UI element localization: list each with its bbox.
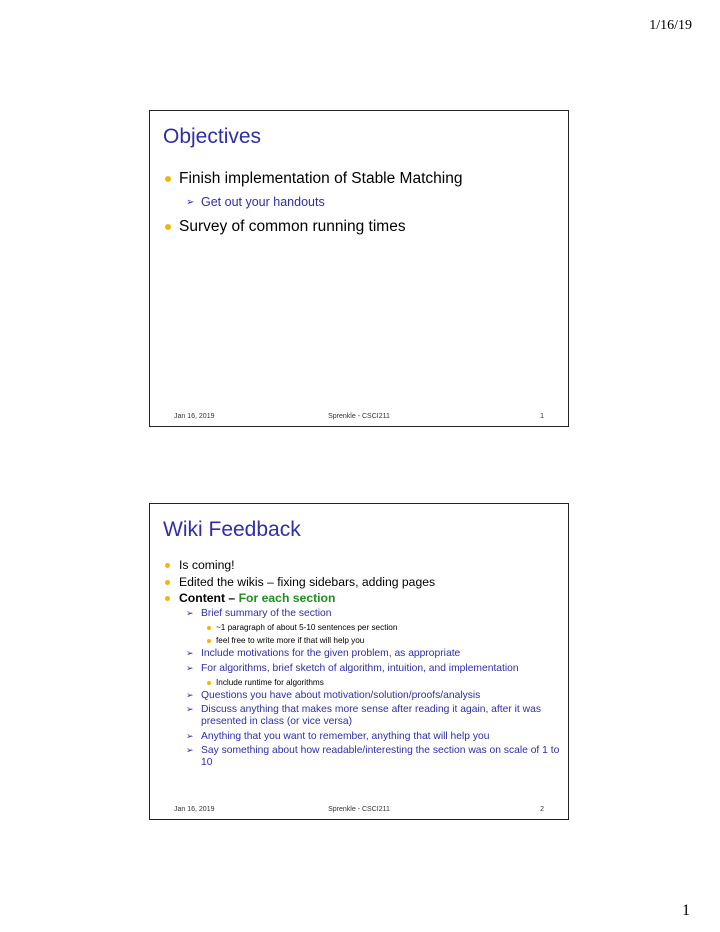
bullet-dot-icon	[207, 639, 211, 643]
bullet-text-bold: Content –	[179, 591, 239, 605]
bullet-text: Is coming!	[179, 558, 235, 572]
bullet-list	[163, 557, 563, 770]
sub-bullet-text: Say something about how readable/interesting the section was on scale of 1 to 10	[201, 744, 560, 769]
bullet-text: Finish implementation of Stable Matching	[179, 170, 463, 187]
sub-sub-bullet-text: Include runtime for algorithms	[216, 677, 324, 687]
page-date: 1/16/19	[649, 18, 692, 33]
bullet-dot-icon	[165, 580, 170, 585]
sub-bullet-item	[163, 690, 563, 703]
slide-title: Objectives	[163, 125, 262, 148]
sub-bullet-item	[163, 648, 563, 661]
sub-sub-bullet-item	[163, 622, 563, 634]
bullet-text: Survey of common running times	[179, 218, 406, 235]
bullet-item	[163, 557, 563, 574]
footer-slide-number: 1	[540, 413, 544, 420]
bullet-dot-icon	[165, 596, 170, 601]
sub-bullet-text: For algorithms, brief sketch of algorithm, intuition, and implementation	[201, 662, 519, 674]
page-number: 1	[682, 902, 690, 919]
sub-sub-bullet-text: feel free to write more if that will help you	[216, 636, 365, 646]
sub-bullet-item	[163, 608, 563, 621]
bullet-item	[163, 590, 563, 607]
bullet-item	[163, 169, 553, 188]
sub-sub-bullet-item	[163, 635, 563, 647]
bullet-dot-icon	[207, 626, 211, 630]
sub-bullet-text: Get out your handouts	[201, 195, 325, 209]
arrow-bullet-icon: ➢	[186, 745, 194, 756]
sub-bullet-text: Discuss anything that makes more sense after reading it again, after it was presented in class (or vice versa)	[201, 703, 541, 728]
footer-author: Sprenkle - CSCI211	[328, 806, 390, 813]
slide-title: Wiki Feedback	[163, 518, 301, 541]
bullet-item	[163, 574, 563, 591]
bullet-dot-icon	[165, 563, 170, 568]
sub-bullet-text: Include motivations for the given problem, as appropriate	[201, 648, 461, 660]
arrow-bullet-icon: ➢	[186, 731, 194, 742]
bullet-dot-icon	[165, 224, 171, 230]
footer-date: Jan 16, 2019	[174, 413, 215, 420]
sub-bullet-item	[163, 745, 563, 770]
sub-sub-bullet-item	[163, 677, 563, 689]
slide-wiki-feedback	[149, 503, 569, 820]
sub-bullet-item	[163, 663, 563, 676]
footer-slide-number: 2	[540, 806, 544, 813]
bullet-text: Edited the wikis – fixing sidebars, adding pages	[179, 574, 436, 589]
arrow-bullet-icon: ➢	[186, 649, 194, 660]
bullet-item	[163, 217, 553, 236]
sub-bullet-text: Anything that you want to remember, anything that will help you	[201, 730, 490, 742]
bullet-list	[163, 169, 553, 236]
arrow-bullet-icon: ➢	[186, 690, 194, 701]
sub-bullet-text: Brief summary of the section	[201, 608, 332, 620]
sub-sub-bullet-text: ~1 paragraph of about 5-10 sentences per section	[216, 623, 398, 633]
sub-bullet-item	[163, 731, 563, 744]
footer-date: Jan 16, 2019	[174, 806, 215, 813]
footer-author: Sprenkle - CSCI211	[328, 413, 390, 420]
arrow-bullet-icon: ➢	[186, 663, 194, 674]
sub-bullet-item	[163, 704, 563, 729]
arrow-bullet-icon: ➢	[186, 609, 194, 620]
sub-bullet-item	[163, 194, 553, 211]
arrow-bullet-icon: ➢	[186, 704, 194, 715]
sub-bullet-text: Questions you have about motivation/solution/proofs/analysis	[201, 689, 481, 701]
arrow-bullet-icon: ➢	[186, 197, 195, 208]
bullet-dot-icon	[165, 176, 171, 182]
slide-objectives	[149, 110, 569, 427]
bullet-text-green: For each section	[238, 591, 336, 605]
bullet-dot-icon	[207, 681, 211, 685]
